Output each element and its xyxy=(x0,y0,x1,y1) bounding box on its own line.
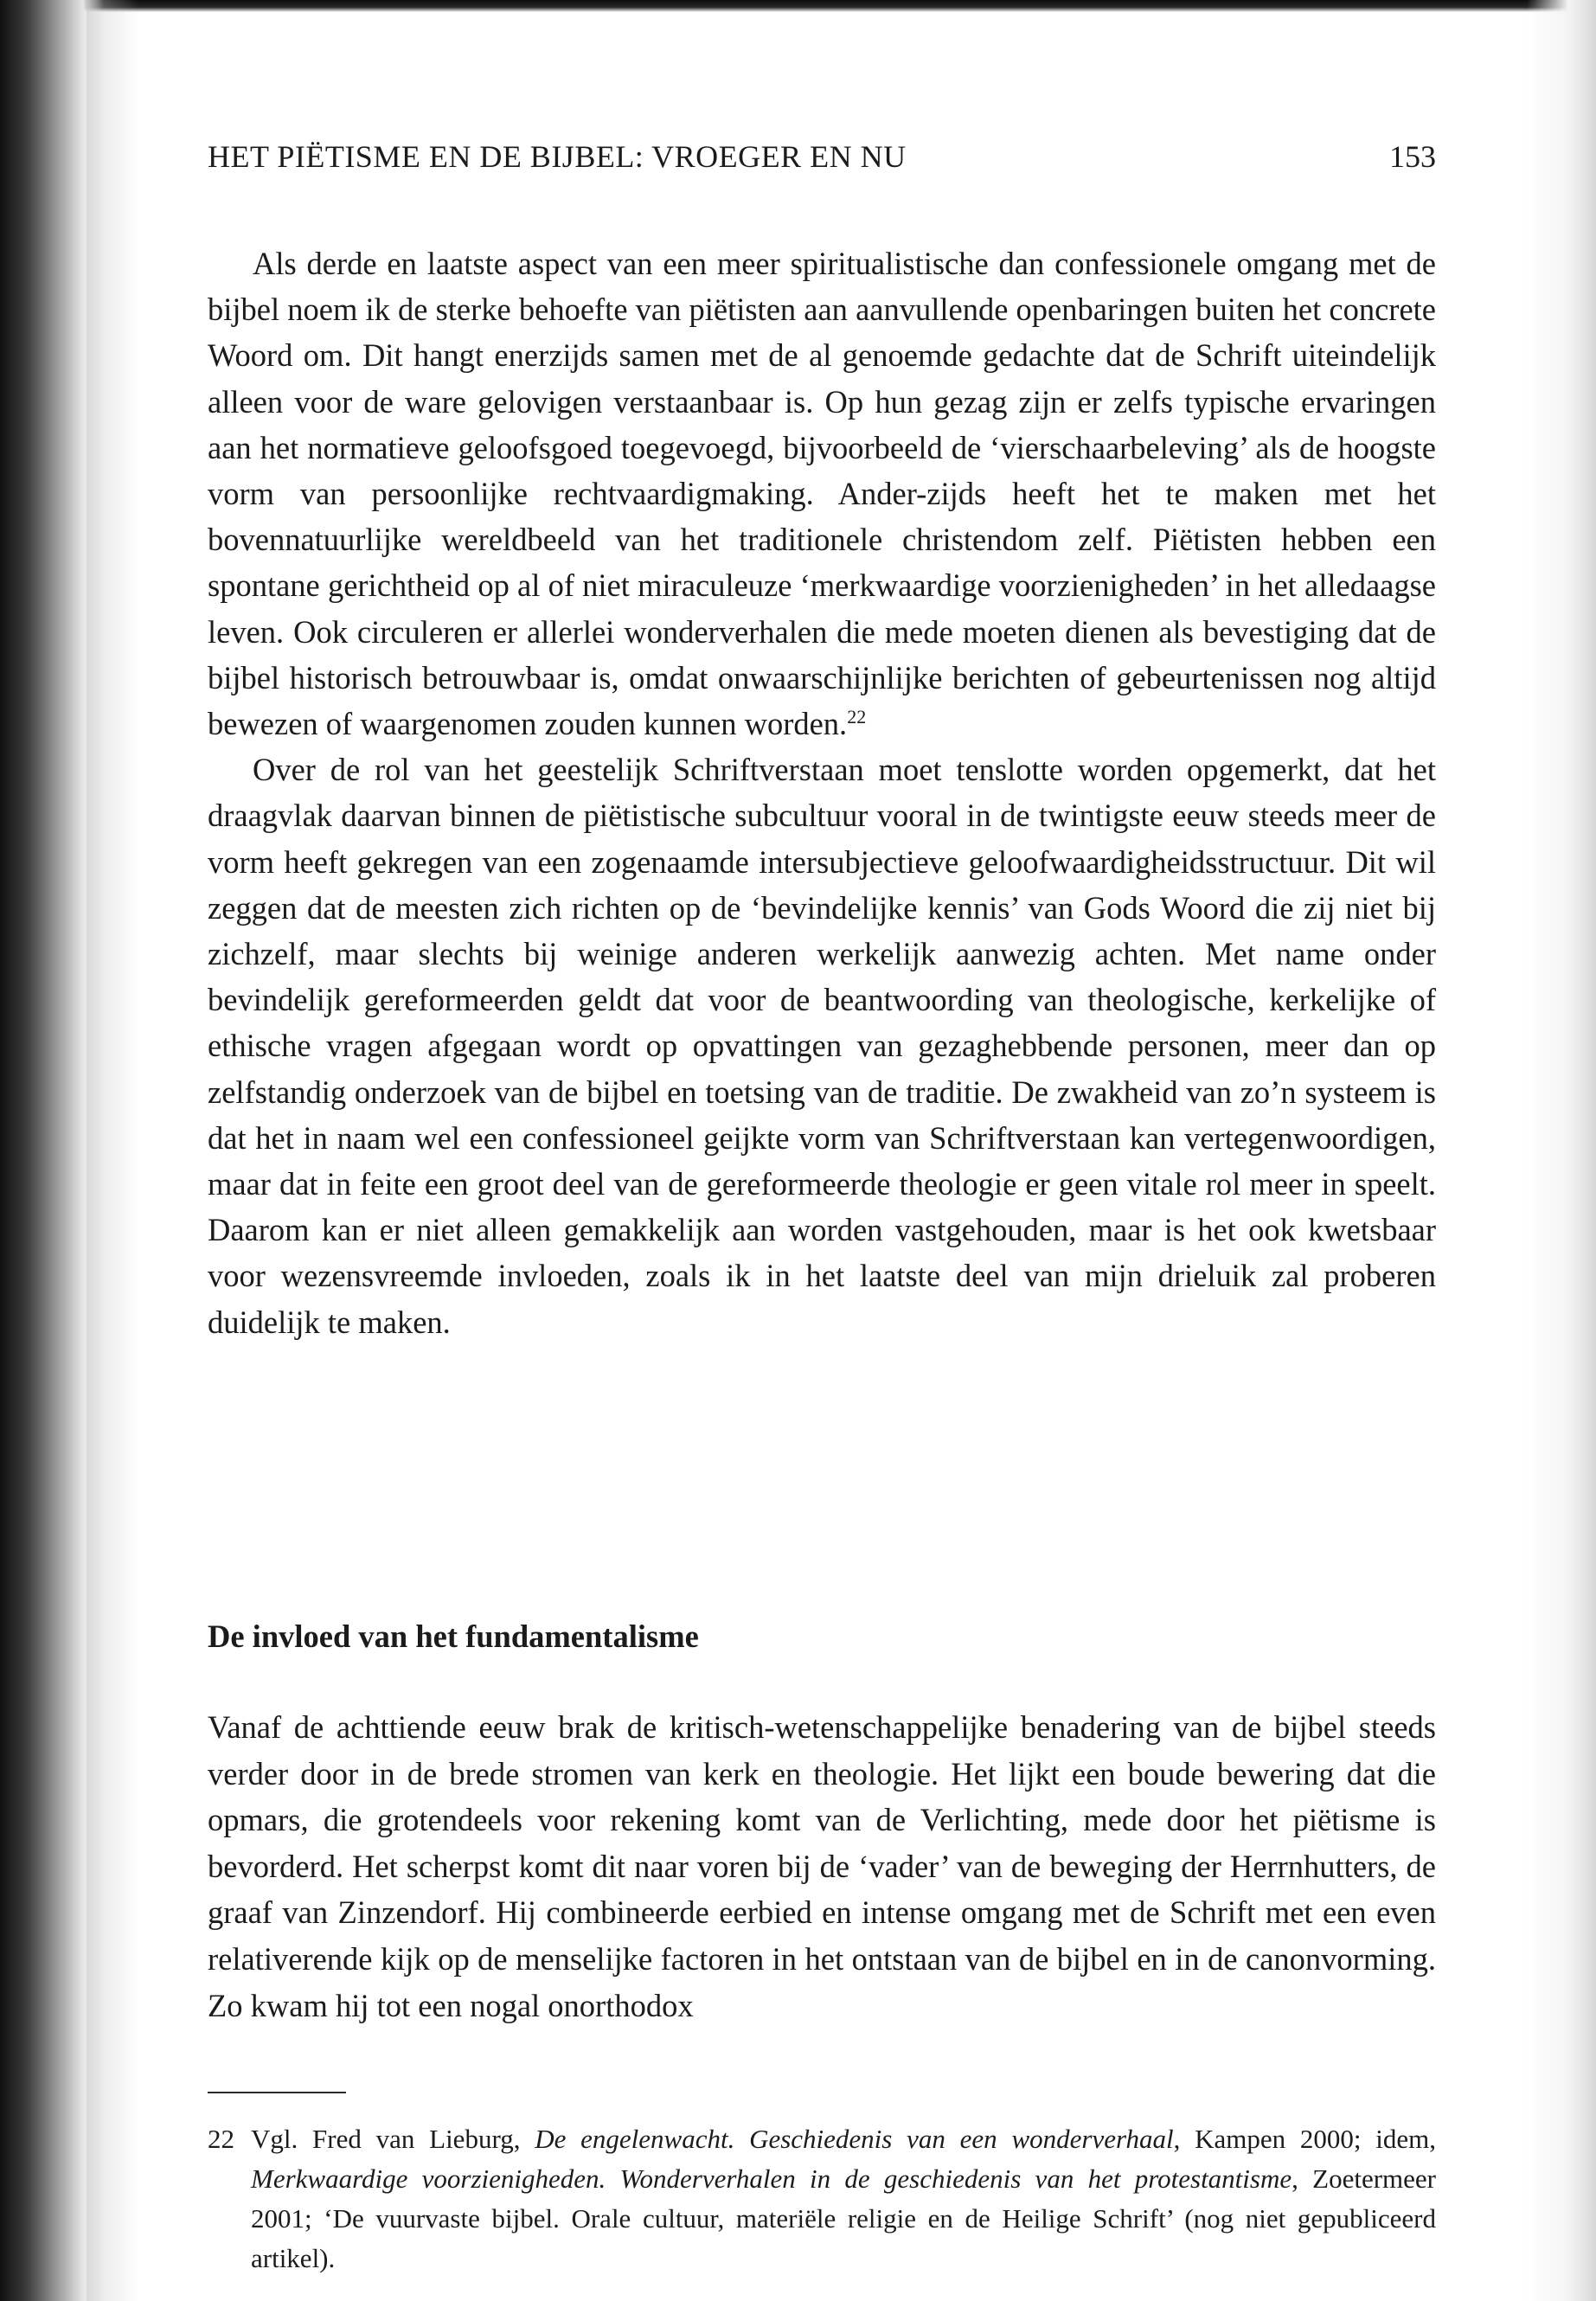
footnote-part: , Zoetermeer 2001; ‘De vuurvaste bijbel. Orale cultuur, materiële religie en de Heilige Schrift’ (nog niet gepubliceerd artikel). xyxy=(251,2163,1436,2273)
section-text xyxy=(208,1704,1436,2029)
body-text xyxy=(208,240,1436,1345)
page-number: 153 xyxy=(1389,139,1436,174)
footnote xyxy=(208,2119,1436,2279)
footnote-part: Vgl. Fred van Lieburg, xyxy=(251,2124,535,2154)
footnote-title: Merkwaardige voorzienigheden. Wonderverhalen in de geschiedenis van het protestantisme xyxy=(251,2163,1292,2194)
scan-binding-gradient xyxy=(87,0,138,2301)
section-heading: De invloed van het fundamentalisme xyxy=(208,1618,699,1654)
paragraph-text: Als derde en laatste aspect van een meer spiritualistische dan confessionele omgang met de bijbel noem ik de sterke behoefte van piëtisten aan aanvullende openbaringen buiten het concrete Woord om. Dit hangt enerzijds samen met de al genoemde gedachte dat de Schrift uiteindelijk alleen voor de ware gelovigen verstaanbaar is. Op hun gezag zijn er zelfs typische ervaringen aan het normatieve geloofsgoed toegevoegd, bijvoorbeeld de ‘vierschaarbeleving’ als de hoogste vorm van persoonlijke rechtvaardigmaking. Ander-zijds heeft het te maken met het bovennatuurlijke wereldbeeld van het traditionele christendom zelf. Piëtisten hebben een spontane gerichtheid op al of niet miraculeuze ‘merkwaardige voorzienigheden’ in het alledaagse leven. Ook circuleren er allerlei wonderverhalen die mede moeten dienen als bevestiging dat de bijbel historisch betrouwbaar is, omdat onwaarschijnlijke berichten of gebeurtenissen nog altijd bewezen of waargenomen zouden kunnen worden. xyxy=(208,246,1436,742)
footnote-divider xyxy=(208,2092,346,2093)
footnote-text xyxy=(251,2119,1436,2279)
running-title: HET PIËTISME EN DE BIJBEL: VROEGER EN NU xyxy=(208,139,907,174)
running-head xyxy=(208,130,1436,182)
paragraph-text: Vanaf de achttiende eeuw brak de kritisch-wetenschappelijke benadering van de bijbel steeds verder door in de brede stromen van kerk en theologie. Het lijkt een boude bewering dat die opmars, die grotendeels voor rekening komt van de Verlichting, mede door het piëtisme is bevorderd. Het scherpst komt dit naar voren bij de ‘vader’ van de beweging der Herrnhutters, de graaf van Zinzendorf. Hij combineerde eerbied en intense omgang met de Schrift met een even relativerende kijk op de menselijke factoren in het ontstaan van de bijbel en in de canonvorming. Zo kwam hij tot een nogal onorthodox xyxy=(208,1709,1436,2023)
footnote-title: De engelenwacht. Geschiedenis van een wonderverhaal xyxy=(535,2124,1174,2154)
scan-right-edge xyxy=(1527,0,1596,2301)
paragraph xyxy=(208,747,1436,1345)
paragraph-text: Over de rol van het geestelijk Schriftverstaan moet tenslotte worden opgemerkt, dat het draagvlak daarvan binnen de piëtistische subcultuur vooral in de twintigste eeuw steeds meer de vorm heeft gekregen van een zogenaamde intersubjectieve geloofwaardigheidsstructuur. Dit wil zeggen dat de meesten zich richten op de ‘bevindelijke kennis’ van Gods Woord die zij niet bij zichzelf, maar slechts bij weinige anderen werkelijk aanwezig achten. Met name onder bevindelijk gereformeerden geldt dat voor de beantwoording van theologische, kerkelijke of ethische vragen afgegaan wordt op opvattingen van gezaghebbende personen, meer dan op zelfstandig onderzoek van de bijbel en toetsing van de traditie. De zwakheid van zo’n systeem is dat het in naam wel een confessioneel geijkte vorm van Schriftverstaan kan vertegenwoordigen, maar dat in feite een groot deel van de gereformeerde theologie er geen vitale rol meer in speelt. Daarom kan er niet alleen gemakkelijk aan worden vastgehouden, maar is het ook kwetsbaar voor wezensvreemde invloeden, zoals ik in het laatste deel van mijn drieluik zal proberen duidelijk te maken. xyxy=(208,752,1436,1340)
footnote-reference: 22 xyxy=(847,705,867,727)
paragraph xyxy=(208,1704,1436,2029)
scan-top-edge xyxy=(0,0,1596,12)
paragraph xyxy=(208,240,1436,747)
footnote-number: 22 xyxy=(208,2124,234,2154)
footnote-part: , Kampen 2000; idem, xyxy=(1173,2124,1436,2154)
